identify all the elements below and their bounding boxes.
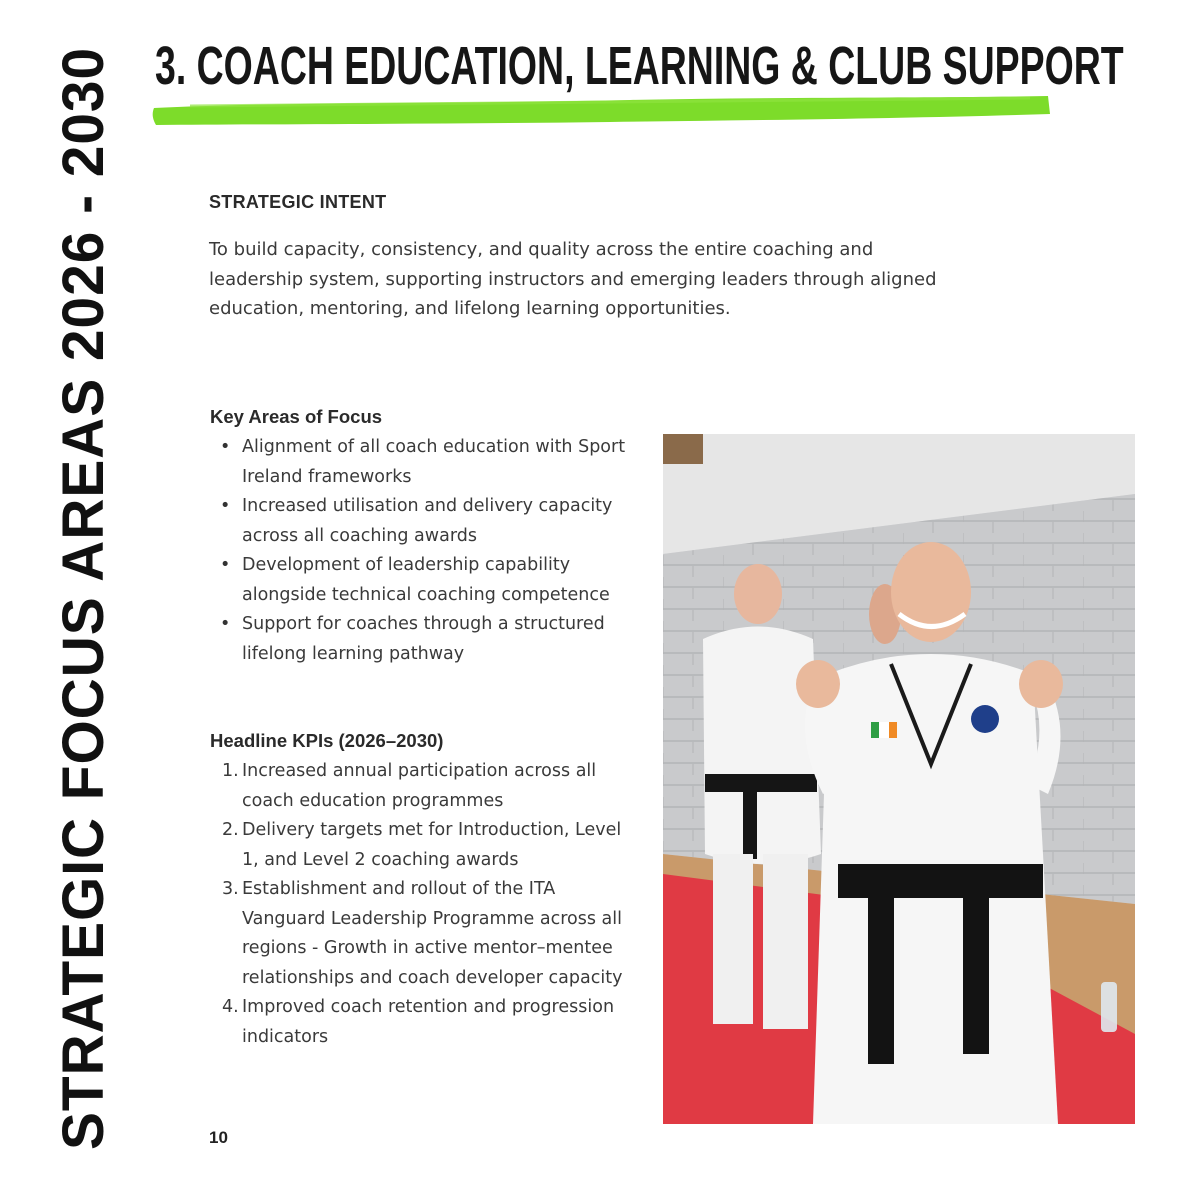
list-item: • Development of leadership capability alongside technical coaching competence (210, 551, 630, 610)
list-item: • Increased utilisation and delivery capacity across all coaching awards (210, 492, 630, 551)
kpis-label: Headline KPIs (2026–2030) (210, 730, 444, 751)
heading-underline-brush (150, 94, 1052, 128)
list-item (210, 816, 630, 875)
list-item (210, 757, 630, 816)
list-item: • Support for coaches through a structured lifelong learning pathway (210, 610, 630, 669)
page-heading: 3. COACH EDUCATION, LEARNING & CLUB SUPPORT (155, 37, 1124, 97)
key-areas-label: Key Areas of Focus (210, 406, 383, 427)
strategic-intent-label: STRATEGIC INTENT (209, 192, 387, 212)
side-title: STRATEGIC FOCUS AREAS 2026 - 2030 (51, 46, 116, 1150)
list-item (210, 875, 630, 993)
kpi-text: Delivery targets met for Introduction, Level 1, and Level 2 coaching awards (242, 820, 622, 870)
coaches-photo-illustration (663, 434, 1135, 1124)
list-item: • Alignment of all coach education with Sport Ireland frameworks (210, 433, 630, 492)
kpi-number: 3. (222, 879, 239, 899)
kpi-list (210, 757, 630, 1052)
coaches-photo (663, 434, 1135, 1124)
kpi-text: Establishment and rollout of the ITA Vanguard Leadership Programme across all regions - Growth in active mentor–mentee relationships and coach developer capacity (242, 879, 623, 988)
page-number: 10 (209, 1128, 228, 1147)
strategic-intent-text: To build capacity, consistency, and quality across the entire coaching and leadership system, supporting instructors and emerging leaders through aligned education, mentoring, and lifelong learning opportunities. (209, 239, 937, 319)
list-item (210, 993, 630, 1052)
kpi-number: 2. (222, 820, 239, 840)
kpi-text: Improved coach retention and progression indicators (242, 997, 615, 1047)
kpi-number: 4. (222, 997, 239, 1017)
kpi-text: Increased annual participation across all coach education programmes (242, 761, 597, 811)
key-areas-list (210, 433, 630, 669)
kpi-number: 1. (222, 761, 239, 781)
